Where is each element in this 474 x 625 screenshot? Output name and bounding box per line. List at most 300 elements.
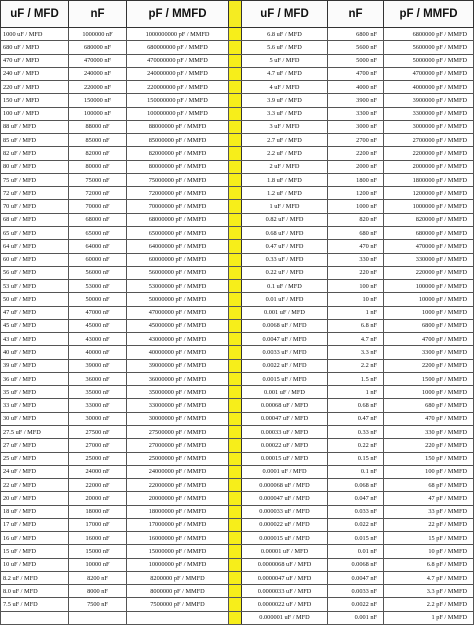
cell-uf-right: 0.001 uF / MFD (242, 306, 328, 319)
cell-uf-right: 4.7 uF / MFD (242, 67, 328, 80)
cell-nf-left: 43000 nF (69, 333, 127, 346)
cell-uf-left: 39 uF / MFD (1, 359, 69, 372)
cell-pf-right: 5000000 pF / MMFD (384, 54, 474, 67)
yellow-separator-cell (229, 253, 242, 266)
table-row (1, 386, 474, 399)
cell-pf-left: 36000000 pF / MMFD (127, 372, 229, 385)
cell-nf-right: 0.001 nF (328, 611, 384, 624)
cell-nf-right: 4700 nF (328, 67, 384, 80)
cell-pf-right: 2000000 pF / MMFD (384, 160, 474, 173)
cell-nf-right: 1.5 nF (328, 372, 384, 385)
cell-nf-left: 17000 nF (69, 518, 127, 531)
cell-pf-right: 220 pF / MMFD (384, 439, 474, 452)
cell-nf-left (69, 611, 127, 624)
cell-nf-right: 2.2 nF (328, 359, 384, 372)
cell-nf-left: 85000 nF (69, 134, 127, 147)
cell-nf-right: 6.8 nF (328, 319, 384, 332)
cell-nf-left: 80000 nF (69, 160, 127, 173)
cell-uf-right: 5 uF / MFD (242, 54, 328, 67)
cell-pf-right: 3900000 pF / MMFD (384, 94, 474, 107)
cell-pf-right: 330 pF / MMFD (384, 425, 474, 438)
cell-uf-right: 0.0068 uF / MFD (242, 319, 328, 332)
table-row (1, 399, 474, 412)
cell-uf-left: 40 uF / MFD (1, 346, 69, 359)
cell-pf-left: 33000000 pF / MMFD (127, 399, 229, 412)
yellow-separator-cell (229, 160, 242, 173)
cell-pf-left: 220000000 pF / MMFD (127, 81, 229, 94)
cell-uf-right: 0.0000047 uF / MFD (242, 571, 328, 584)
cell-nf-right: 0.022 nF (328, 518, 384, 531)
table-row (1, 67, 474, 80)
cell-nf-left: 15000 nF (69, 545, 127, 558)
cell-pf-right: 2200000 pF / MMFD (384, 147, 474, 160)
cell-nf-right: 1 nF (328, 306, 384, 319)
cell-pf-left (127, 611, 229, 624)
yellow-separator-header (229, 1, 242, 28)
cell-nf-right: 10 nF (328, 293, 384, 306)
table-row (1, 293, 474, 306)
table-row (1, 452, 474, 465)
cell-nf-right: 0.33 nF (328, 425, 384, 438)
cell-pf-right: 1000000 pF / MMFD (384, 200, 474, 213)
header-uf-right: uF / MFD (242, 1, 328, 28)
table-row (1, 94, 474, 107)
yellow-separator-cell (229, 359, 242, 372)
cell-pf-right: 33 pF / MMFD (384, 505, 474, 518)
cell-pf-right: 680 pF / MMFD (384, 399, 474, 412)
cell-uf-left: 72 uF / MFD (1, 187, 69, 200)
yellow-separator-cell (229, 173, 242, 186)
cell-nf-left: 39000 nF (69, 359, 127, 372)
yellow-separator-cell (229, 439, 242, 452)
yellow-separator-cell (229, 412, 242, 425)
cell-uf-right: 0.00001 uF / MFD (242, 545, 328, 558)
cell-pf-left: 22000000 pF / MMFD (127, 479, 229, 492)
cell-uf-left: 100 uF / MFD (1, 107, 69, 120)
cell-uf-right: 2.7 uF / MFD (242, 134, 328, 147)
table-row (1, 306, 474, 319)
cell-nf-right: 0.47 nF (328, 412, 384, 425)
cell-uf-left: 45 uF / MFD (1, 319, 69, 332)
yellow-separator-cell (229, 598, 242, 611)
cell-uf-right: 0.01 uF / MFD (242, 293, 328, 306)
yellow-separator-cell (229, 147, 242, 160)
table-row (1, 359, 474, 372)
cell-nf-right: 0.068 nF (328, 479, 384, 492)
cell-nf-right: 3.3 nF (328, 346, 384, 359)
cell-uf-right: 0.000033 uF / MFD (242, 505, 328, 518)
cell-pf-right: 820000 pF / MMFD (384, 213, 474, 226)
cell-nf-left: 33000 nF (69, 399, 127, 412)
cell-pf-left: 7500000 pF / MMFD (127, 598, 229, 611)
cell-uf-left: 10 uF / MFD (1, 558, 69, 571)
cell-uf-left: 240 uF / MFD (1, 67, 69, 80)
cell-uf-left: 18 uF / MFD (1, 505, 69, 518)
cell-nf-right: 1 nF (328, 386, 384, 399)
cell-uf-right: 0.1 uF / MFD (242, 280, 328, 293)
cell-pf-right: 10000 pF / MMFD (384, 293, 474, 306)
yellow-separator-cell (229, 346, 242, 359)
cell-nf-left: 88000 nF (69, 120, 127, 133)
cell-uf-right: 0.47 uF / MFD (242, 240, 328, 253)
cell-nf-left: 70000 nF (69, 200, 127, 213)
cell-pf-left: 15000000 pF / MMFD (127, 545, 229, 558)
yellow-separator-cell (229, 240, 242, 253)
cell-nf-left: 56000 nF (69, 266, 127, 279)
cell-pf-right: 1500 pF / MMFD (384, 372, 474, 385)
cell-nf-right: 6800 nF (328, 28, 384, 41)
cell-nf-right: 0.0033 nF (328, 585, 384, 598)
cell-uf-right: 0.00015 uF / MFD (242, 452, 328, 465)
cell-nf-left: 220000 nF (69, 81, 127, 94)
table-row (1, 558, 474, 571)
cell-pf-left: 240000000 pF / MMFD (127, 67, 229, 80)
cell-nf-right: 5000 nF (328, 54, 384, 67)
table-row (1, 226, 474, 239)
cell-nf-right: 0.033 nF (328, 505, 384, 518)
cell-uf-left: 220 uF / MFD (1, 81, 69, 94)
yellow-separator-cell (229, 107, 242, 120)
cell-pf-left: 85000000 pF / MMFD (127, 134, 229, 147)
cell-nf-right: 2200 nF (328, 147, 384, 160)
cell-uf-left: 16 uF / MFD (1, 532, 69, 545)
yellow-separator-cell (229, 67, 242, 80)
cell-uf-left: 35 uF / MFD (1, 386, 69, 399)
table-row (1, 134, 474, 147)
cell-nf-right: 0.15 nF (328, 452, 384, 465)
cell-pf-left: 35000000 pF / MMFD (127, 386, 229, 399)
cell-pf-right: 2200 pF / MMFD (384, 359, 474, 372)
cell-uf-left: 64 uF / MFD (1, 240, 69, 253)
cell-uf-left: 60 uF / MFD (1, 253, 69, 266)
cell-nf-right: 0.0068 nF (328, 558, 384, 571)
cell-pf-left: 65000000 pF / MMFD (127, 226, 229, 239)
cell-pf-left: 43000000 pF / MMFD (127, 333, 229, 346)
cell-nf-left: 150000 nF (69, 94, 127, 107)
table-row (1, 81, 474, 94)
cell-uf-left: 75 uF / MFD (1, 173, 69, 186)
cell-uf-left: 50 uF / MFD (1, 293, 69, 306)
table-row (1, 492, 474, 505)
yellow-separator-cell (229, 425, 242, 438)
cell-pf-right: 100 pF / MMFD (384, 465, 474, 478)
cell-nf-left: 45000 nF (69, 319, 127, 332)
cell-nf-right: 100 nF (328, 280, 384, 293)
cell-nf-right: 0.22 nF (328, 439, 384, 452)
cell-pf-left: 24000000 pF / MMFD (127, 465, 229, 478)
table-row (1, 120, 474, 133)
cell-pf-left: 50000000 pF / MMFD (127, 293, 229, 306)
cell-uf-left: 70 uF / MFD (1, 200, 69, 213)
table-row (1, 28, 474, 41)
cell-pf-right: 1000 pF / MMFD (384, 386, 474, 399)
cell-pf-left: 8000000 pF / MMFD (127, 585, 229, 598)
cell-uf-left: 36 uF / MFD (1, 372, 69, 385)
table-row (1, 333, 474, 346)
cell-uf-right: 6.8 uF / MFD (242, 28, 328, 41)
cell-uf-right: 0.000015 uF / MFD (242, 532, 328, 545)
cell-uf-left: 47 uF / MFD (1, 306, 69, 319)
cell-pf-left: 1000000000 pF / MMFD (127, 28, 229, 41)
cell-uf-left: 20 uF / MFD (1, 492, 69, 505)
cell-pf-left: 8200000 pF / MMFD (127, 571, 229, 584)
cell-pf-left: 100000000 pF / MMFD (127, 107, 229, 120)
table-row (1, 479, 474, 492)
yellow-separator-cell (229, 187, 242, 200)
cell-uf-left: 470 uF / MFD (1, 54, 69, 67)
cell-pf-right: 3300000 pF / MMFD (384, 107, 474, 120)
cell-pf-left: 60000000 pF / MMFD (127, 253, 229, 266)
cell-nf-left: 65000 nF (69, 226, 127, 239)
cell-pf-left: 17000000 pF / MMFD (127, 518, 229, 531)
cell-nf-left: 40000 nF (69, 346, 127, 359)
cell-nf-left: 30000 nF (69, 412, 127, 425)
cell-pf-right: 2700000 pF / MMFD (384, 134, 474, 147)
cell-uf-right: 1 uF / MFD (242, 200, 328, 213)
cell-pf-left: 80000000 pF / MMFD (127, 160, 229, 173)
table-row (1, 372, 474, 385)
cell-nf-left: 10000 nF (69, 558, 127, 571)
header-nf-right: nF (328, 1, 384, 28)
cell-pf-right: 1000 pF / MMFD (384, 306, 474, 319)
table-row (1, 147, 474, 160)
cell-pf-left: 10000000 pF / MMFD (127, 558, 229, 571)
cell-uf-left: 30 uF / MFD (1, 412, 69, 425)
header-pf-right: pF / MMFD (384, 1, 474, 28)
yellow-separator-cell (229, 41, 242, 54)
cell-pf-left: 150000000 pF / MMFD (127, 94, 229, 107)
cell-uf-right: 0.0000022 uF / MFD (242, 598, 328, 611)
cell-uf-left: 27 uF / MFD (1, 439, 69, 452)
cell-uf-right: 0.00033 uF / MFD (242, 425, 328, 438)
table-row (1, 173, 474, 186)
cell-nf-right: 330 nF (328, 253, 384, 266)
cell-uf-right: 0.0000068 uF / MFD (242, 558, 328, 571)
cell-nf-left: 35000 nF (69, 386, 127, 399)
cell-uf-left: 1000 uF / MFD (1, 28, 69, 41)
cell-nf-right: 2700 nF (328, 134, 384, 147)
cell-nf-left: 16000 nF (69, 532, 127, 545)
cell-nf-right: 0.047 nF (328, 492, 384, 505)
cell-uf-left: 82 uF / MFD (1, 147, 69, 160)
cell-pf-left: 82000000 pF / MMFD (127, 147, 229, 160)
table-row (1, 280, 474, 293)
cell-pf-left: 39000000 pF / MMFD (127, 359, 229, 372)
cell-nf-left: 1000000 nF (69, 28, 127, 41)
cell-pf-right: 68 pF / MMFD (384, 479, 474, 492)
cell-pf-right: 470 pF / MMFD (384, 412, 474, 425)
cell-uf-right: 0.0001 uF / MFD (242, 465, 328, 478)
cell-uf-left: 680 uF / MFD (1, 41, 69, 54)
cell-uf-left: 43 uF / MFD (1, 333, 69, 346)
cell-nf-left: 7500 nF (69, 598, 127, 611)
cell-uf-left: 88 uF / MFD (1, 120, 69, 133)
table-row (1, 545, 474, 558)
cell-uf-right: 5.6 uF / MFD (242, 41, 328, 54)
yellow-separator-cell (229, 518, 242, 531)
cell-pf-right: 5600000 pF / MMFD (384, 41, 474, 54)
yellow-separator-cell (229, 54, 242, 67)
table-row (1, 346, 474, 359)
cell-uf-right: 0.000022 uF / MFD (242, 518, 328, 531)
cell-nf-left: 75000 nF (69, 173, 127, 186)
yellow-separator-cell (229, 226, 242, 239)
cell-nf-left: 25000 nF (69, 452, 127, 465)
cell-uf-left: 8.0 uF / MFD (1, 585, 69, 598)
table-row (1, 598, 474, 611)
cell-pf-left: 27000000 pF / MMFD (127, 439, 229, 452)
cell-pf-left: 27500000 pF / MMFD (127, 425, 229, 438)
cell-uf-right: 0.00022 uF / MFD (242, 439, 328, 452)
cell-uf-left: 15 uF / MFD (1, 545, 69, 558)
cell-uf-right: 0.22 uF / MFD (242, 266, 328, 279)
cell-nf-right: 4000 nF (328, 81, 384, 94)
yellow-separator-cell (229, 532, 242, 545)
cell-nf-left: 24000 nF (69, 465, 127, 478)
cell-nf-left: 60000 nF (69, 253, 127, 266)
cell-pf-right: 100000 pF / MMFD (384, 280, 474, 293)
cell-nf-left: 64000 nF (69, 240, 127, 253)
cell-pf-left: 64000000 pF / MMFD (127, 240, 229, 253)
yellow-separator-cell (229, 465, 242, 478)
cell-uf-left: 85 uF / MFD (1, 134, 69, 147)
yellow-separator-cell (229, 213, 242, 226)
yellow-separator-cell (229, 333, 242, 346)
cell-uf-right: 0.0033 uF / MFD (242, 346, 328, 359)
cell-pf-right: 6.8 pF / MMFD (384, 558, 474, 571)
yellow-separator-cell (229, 319, 242, 332)
table-row (1, 439, 474, 452)
cell-pf-left: 30000000 pF / MMFD (127, 412, 229, 425)
cell-nf-right: 2000 nF (328, 160, 384, 173)
cell-pf-left: 70000000 pF / MMFD (127, 200, 229, 213)
cell-uf-right: 0.0022 uF / MFD (242, 359, 328, 372)
yellow-separator-cell (229, 134, 242, 147)
table-row (1, 187, 474, 200)
cell-nf-left: 18000 nF (69, 505, 127, 518)
cell-uf-right: 2 uF / MFD (242, 160, 328, 173)
cell-nf-right: 1800 nF (328, 173, 384, 186)
cell-nf-right: 0.0047 nF (328, 571, 384, 584)
yellow-separator-cell (229, 28, 242, 41)
cell-uf-right: 4 uF / MFD (242, 81, 328, 94)
cell-pf-right: 10 pF / MMFD (384, 545, 474, 558)
cell-uf-right: 3 uF / MFD (242, 120, 328, 133)
yellow-separator-cell (229, 306, 242, 319)
cell-nf-left: 72000 nF (69, 187, 127, 200)
cell-nf-left: 47000 nF (69, 306, 127, 319)
cell-pf-right: 1200000 pF / MMFD (384, 187, 474, 200)
cell-pf-right: 4700000 pF / MMFD (384, 67, 474, 80)
cell-nf-right: 1000 nF (328, 200, 384, 213)
cell-nf-left: 240000 nF (69, 67, 127, 80)
cell-nf-right: 3300 nF (328, 107, 384, 120)
table-row (1, 160, 474, 173)
cell-pf-right: 1800000 pF / MMFD (384, 173, 474, 186)
cell-uf-left (1, 611, 69, 624)
cell-nf-left: 470000 nF (69, 54, 127, 67)
table-row (1, 425, 474, 438)
cell-pf-left: 88000000 pF / MMFD (127, 120, 229, 133)
cell-pf-left: 53000000 pF / MMFD (127, 280, 229, 293)
cell-nf-right: 0.015 nF (328, 532, 384, 545)
cell-pf-left: 47000000 pF / MMFD (127, 306, 229, 319)
cell-uf-left: 80 uF / MFD (1, 160, 69, 173)
yellow-separator-cell (229, 266, 242, 279)
cell-nf-right: 4.7 nF (328, 333, 384, 346)
cell-nf-left: 100000 nF (69, 107, 127, 120)
table-body (1, 28, 474, 625)
yellow-separator-cell (229, 372, 242, 385)
yellow-separator-cell (229, 200, 242, 213)
cell-pf-right: 220000 pF / MMFD (384, 266, 474, 279)
table-row (1, 54, 474, 67)
cell-nf-left: 68000 nF (69, 213, 127, 226)
cell-nf-left: 8000 nF (69, 585, 127, 598)
cell-nf-left: 50000 nF (69, 293, 127, 306)
yellow-separator-cell (229, 558, 242, 571)
header-uf-left: uF / MFD (1, 1, 69, 28)
cell-nf-right: 1200 nF (328, 187, 384, 200)
cell-uf-left: 56 uF / MFD (1, 266, 69, 279)
table-row (1, 213, 474, 226)
table-row (1, 319, 474, 332)
cell-pf-right: 3.3 pF / MMFD (384, 585, 474, 598)
cell-uf-left: 24 uF / MFD (1, 465, 69, 478)
table-row (1, 505, 474, 518)
table-row (1, 465, 474, 478)
cell-pf-right: 15 pF / MMFD (384, 532, 474, 545)
cell-nf-left: 27000 nF (69, 439, 127, 452)
cell-nf-left: 680000 nF (69, 41, 127, 54)
cell-nf-left: 27500 nF (69, 425, 127, 438)
cell-pf-left: 72000000 pF / MMFD (127, 187, 229, 200)
cell-nf-left: 53000 nF (69, 280, 127, 293)
cell-nf-left: 20000 nF (69, 492, 127, 505)
cell-pf-left: 25000000 pF / MMFD (127, 452, 229, 465)
cell-uf-left: 17 uF / MFD (1, 518, 69, 531)
header-row (1, 1, 474, 28)
cell-nf-left: 82000 nF (69, 147, 127, 160)
cell-uf-right: 0.001 uF / MFD (242, 386, 328, 399)
yellow-separator-cell (229, 505, 242, 518)
cell-uf-right: 0.000001 uF / MFD (242, 611, 328, 624)
cell-uf-right: 0.0015 uF / MFD (242, 372, 328, 385)
cell-uf-right: 0.0000033 uF / MFD (242, 585, 328, 598)
cell-pf-left: 18000000 pF / MMFD (127, 505, 229, 518)
yellow-separator-cell (229, 386, 242, 399)
yellow-separator-cell (229, 492, 242, 505)
cell-pf-right: 4700 pF / MMFD (384, 333, 474, 346)
cell-pf-right: 3000000 pF / MMFD (384, 120, 474, 133)
header-nf-left: nF (69, 1, 127, 28)
table-row (1, 412, 474, 425)
cell-nf-right: 0.68 nF (328, 399, 384, 412)
table-row (1, 200, 474, 213)
yellow-separator-cell (229, 399, 242, 412)
cell-pf-left: 680000000 pF / MMFD (127, 41, 229, 54)
cell-pf-left: 16000000 pF / MMFD (127, 532, 229, 545)
table-row (1, 571, 474, 584)
cell-pf-right: 6800 pF / MMFD (384, 319, 474, 332)
cell-uf-right: 1.2 uF / MFD (242, 187, 328, 200)
cell-uf-left: 22 uF / MFD (1, 479, 69, 492)
table-row (1, 585, 474, 598)
cell-uf-right: 0.0047 uF / MFD (242, 333, 328, 346)
cell-uf-left: 27.5 uF / MFD (1, 425, 69, 438)
cell-pf-right: 330000 pF / MMFD (384, 253, 474, 266)
yellow-separator-cell (229, 585, 242, 598)
